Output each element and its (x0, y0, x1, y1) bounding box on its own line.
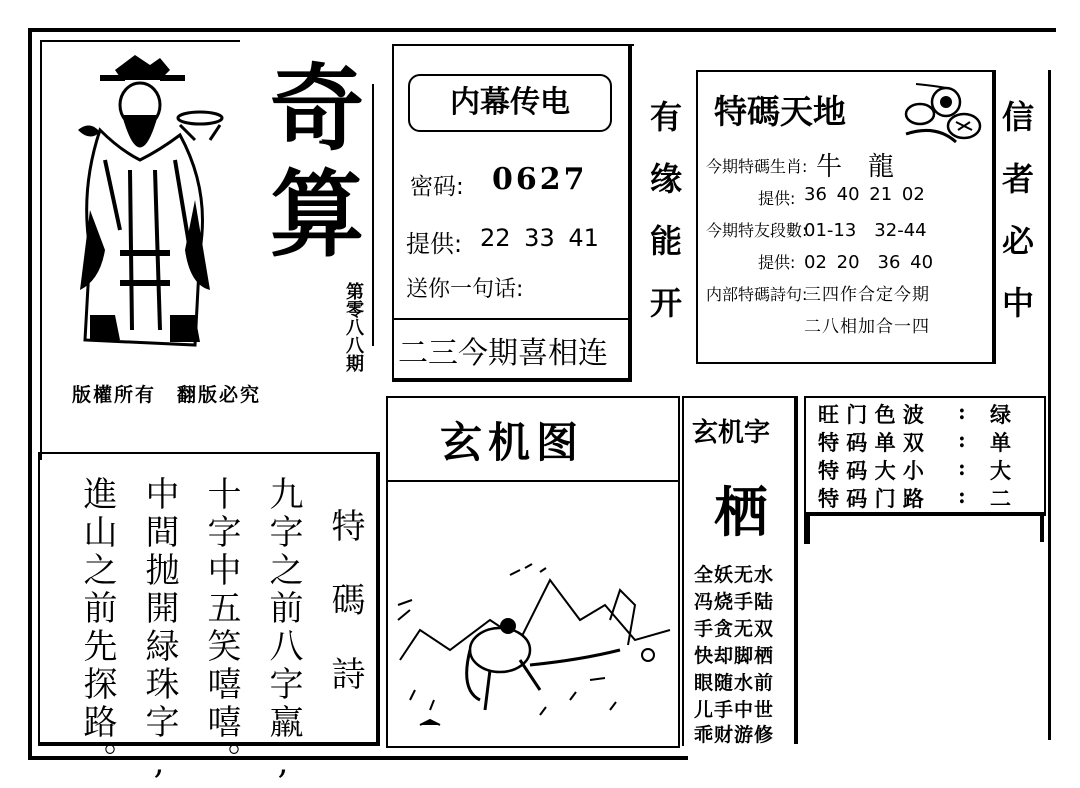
attribute-label: 特 码 单 双 (818, 430, 924, 455)
mystery-image-illustration (390, 560, 674, 730)
password-value: 0627 (492, 162, 588, 197)
zodiac-label: 今期特碼生肖: (706, 157, 808, 176)
range-value: 01-13 32-44 (804, 220, 927, 241)
mystery-image-divider (386, 480, 678, 482)
mystery-image-title: 玄机图 (440, 418, 585, 467)
insider-box-bottom (392, 378, 632, 382)
attribute-sep: : (958, 399, 966, 424)
attribute-value: 单 (990, 430, 1011, 455)
attribute-row-4 (818, 483, 1011, 513)
poem-column-3: 中間抛開緑珠字, (139, 476, 179, 786)
poem-column-2: 十字中五笑嘻嘻。 (201, 476, 241, 780)
copyright-text: 版權所有 翻版必究 (72, 384, 262, 406)
attribute-value: 大 (990, 458, 1011, 483)
poem-box-right (376, 452, 380, 746)
frame-left (28, 28, 32, 760)
mystery-word-title: 玄机字 (692, 418, 771, 448)
zodiac-provide-label: 提供: (758, 189, 796, 208)
provide-label: 提供: (406, 230, 463, 258)
zodiac-provide-values: 36 40 21 02 (804, 184, 925, 205)
frame-top (28, 28, 1056, 32)
special-world-box-shadow (992, 70, 995, 362)
side-text-right: 信者必中 (997, 100, 1035, 348)
poem-title: 特碼詩 (325, 508, 365, 730)
provide-values: 22 33 41 (480, 224, 599, 252)
range-label: 今期特友段數: (706, 221, 808, 240)
mystery-word-char: 栖 (714, 480, 768, 544)
attribute-row-3 (818, 455, 1011, 485)
issue-number: 第零八八期 (343, 282, 364, 372)
attribute-row-1 (818, 399, 1011, 429)
side-text-left: 有缘能开 (645, 100, 683, 348)
attribute-value: 二 (990, 486, 1011, 511)
attribute-label: 特 码 门 路 (818, 486, 924, 511)
main-title-char-2: 算 (270, 160, 365, 270)
poem-line-2: 二八相加合一四 (804, 317, 930, 337)
attribute-label: 旺 门 色 波 (818, 402, 924, 427)
insider-title: 内幕传电 (408, 74, 612, 132)
poem-column-4: 進山之前先探路。 (77, 476, 117, 780)
attribute-sep: : (958, 455, 966, 480)
mystery-word-line-4: 快却脚栖 (694, 645, 775, 667)
mystery-word-line-1: 全妖无水 (694, 564, 775, 586)
frame-right (1048, 70, 1051, 740)
poem-line-1: 三四作合定今期 (804, 285, 930, 305)
fruit-branch-icon (896, 74, 986, 154)
attribute-sep: : (958, 483, 966, 508)
attribute-table-left-tick (804, 512, 810, 544)
range-provide-values: 02 20 36 40 (804, 252, 934, 273)
mystery-word-line-7: 乖财游修 (694, 724, 775, 746)
mystery-word-line-6: 儿手中世 (694, 699, 775, 721)
attribute-label: 特 码 大 小 (818, 458, 924, 483)
deity-figure-illustration (60, 50, 240, 360)
frame-bottom (28, 756, 688, 760)
attribute-value: 绿 (990, 402, 1011, 427)
password-label: 密码: (410, 174, 464, 200)
mystery-word-right (794, 396, 798, 744)
mystery-word-line-2: 冯烧手陆 (694, 591, 775, 613)
figure-panel-left (40, 40, 42, 460)
title-divider (372, 84, 374, 346)
special-world-title: 特碼天地 (714, 92, 846, 131)
saying-divider (392, 318, 632, 320)
poem-column-1: 九字之前八字羸, (263, 476, 303, 786)
insider-box-right (628, 44, 632, 382)
figure-panel-top (40, 40, 240, 42)
attribute-table-right-tick (1040, 512, 1044, 542)
mystery-word-line-3: 手贪无双 (694, 618, 775, 640)
range-provide-label: 提供: (758, 253, 796, 272)
poem-label: 内部特碼詩句: (706, 285, 808, 304)
attribute-row-2 (818, 427, 1011, 457)
saying-text: 二三今期喜相连 (398, 336, 608, 371)
main-title-char-1: 奇 (270, 54, 365, 164)
attribute-sep: : (958, 427, 966, 452)
saying-label: 送你一句话: (406, 277, 524, 302)
mystery-word-line-5: 眼随水前 (694, 672, 775, 694)
zodiac-value: 牛 龍 (816, 152, 895, 182)
